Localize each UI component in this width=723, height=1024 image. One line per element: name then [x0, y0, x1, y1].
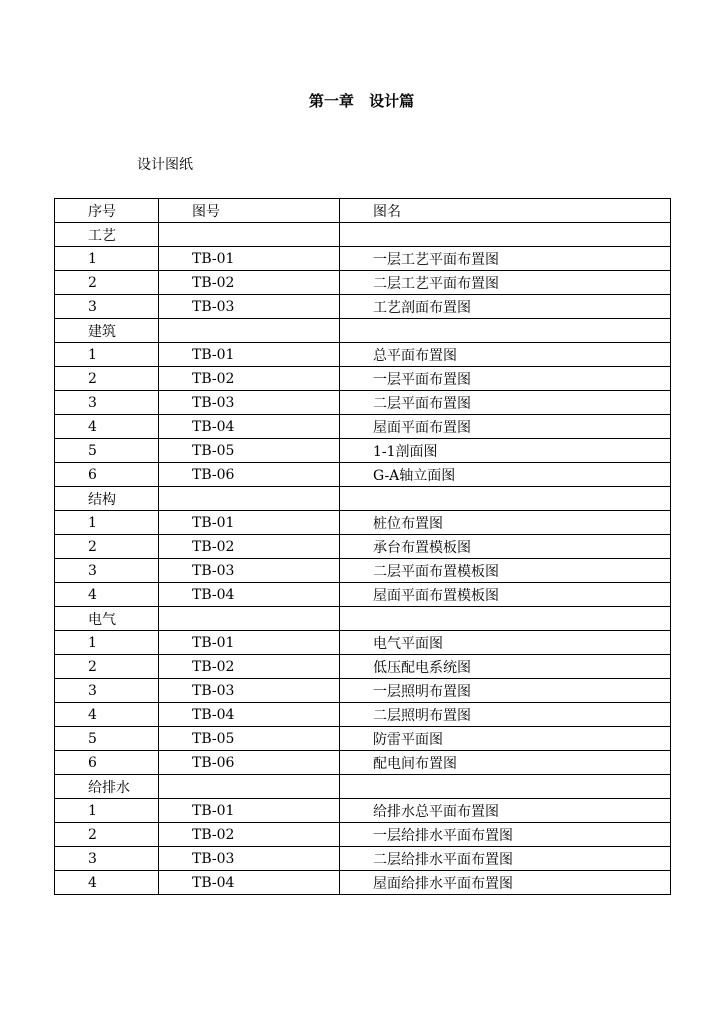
cell-serial-number: 4	[55, 583, 159, 607]
table-row	[55, 631, 671, 655]
cell-drawing-name: 防雷平面图	[340, 727, 671, 751]
cell-drawing-number	[159, 775, 340, 799]
cell-serial-number: 建筑	[55, 319, 159, 343]
table-row	[55, 271, 671, 295]
table-row	[55, 463, 671, 487]
cell-drawing-number: TB-02	[159, 367, 340, 391]
table-row	[55, 391, 671, 415]
table-row	[55, 511, 671, 535]
cell-drawing-name: G-A轴立面图	[340, 463, 671, 487]
cell-serial-number: 4	[55, 871, 159, 895]
cell-serial-number: 2	[55, 823, 159, 847]
table-row	[55, 367, 671, 391]
table-row	[55, 655, 671, 679]
table-header-row	[55, 199, 671, 223]
cell-serial-number: 2	[55, 367, 159, 391]
cell-drawing-name: 屋面给排水平面布置图	[340, 871, 671, 895]
cell-drawing-number: TB-05	[159, 439, 340, 463]
table-row	[55, 583, 671, 607]
cell-drawing-number: TB-04	[159, 583, 340, 607]
cell-drawing-name: 二层工艺平面布置图	[340, 271, 671, 295]
cell-drawing-number	[159, 223, 340, 247]
cell-serial-number: 1	[55, 799, 159, 823]
drawing-list-table	[54, 198, 671, 895]
table-row	[55, 415, 671, 439]
table-row	[55, 295, 671, 319]
table-row	[55, 751, 671, 775]
cell-serial-number: 给排水	[55, 775, 159, 799]
cell-drawing-name	[340, 223, 671, 247]
table-row	[55, 679, 671, 703]
table-row	[55, 535, 671, 559]
page-title: 第一章 设计篇	[308, 92, 415, 110]
cell-serial-number: 1	[55, 631, 159, 655]
table-row	[55, 799, 671, 823]
cell-drawing-name	[340, 607, 671, 631]
cell-drawing-name: 承台布置模板图	[340, 535, 671, 559]
cell-drawing-number: TB-01	[159, 631, 340, 655]
cell-drawing-number: TB-06	[159, 463, 340, 487]
cell-drawing-number: TB-02	[159, 271, 340, 295]
cell-serial-number: 3	[55, 559, 159, 583]
cell-drawing-name	[340, 319, 671, 343]
cell-serial-number: 1	[55, 343, 159, 367]
cell-serial-number: 5	[55, 727, 159, 751]
cell-serial-number: 6	[55, 463, 159, 487]
cell-drawing-number: TB-03	[159, 559, 340, 583]
cell-drawing-name: 二层给排水平面布置图	[340, 847, 671, 871]
cell-drawing-number: TB-01	[159, 247, 340, 271]
cell-serial-number: 4	[55, 415, 159, 439]
table-row	[55, 487, 671, 511]
cell-drawing-name: 一层照明布置图	[340, 679, 671, 703]
table-row	[55, 727, 671, 751]
table-row	[55, 319, 671, 343]
cell-drawing-number	[159, 607, 340, 631]
cell-drawing-number: TB-03	[159, 391, 340, 415]
cell-drawing-name: 二层平面布置图	[340, 391, 671, 415]
cell-drawing-number: TB-06	[159, 751, 340, 775]
cell-drawing-number: TB-03	[159, 295, 340, 319]
table-row	[55, 223, 671, 247]
table-row	[55, 823, 671, 847]
table-body	[55, 223, 671, 895]
table-row	[55, 559, 671, 583]
cell-drawing-number: TB-02	[159, 535, 340, 559]
cell-drawing-number: TB-01	[159, 511, 340, 535]
cell-drawing-number	[159, 319, 340, 343]
cell-drawing-name: 一层工艺平面布置图	[340, 247, 671, 271]
cell-serial-number: 2	[55, 271, 159, 295]
cell-drawing-name: 一层给排水平面布置图	[340, 823, 671, 847]
table-row	[55, 703, 671, 727]
section-subtitle: 设计图纸	[137, 157, 193, 173]
table-row	[55, 343, 671, 367]
cell-serial-number: 3	[55, 847, 159, 871]
cell-drawing-name: 二层照明布置图	[340, 703, 671, 727]
cell-drawing-name	[340, 487, 671, 511]
table-row	[55, 247, 671, 271]
cell-drawing-name: 低压配电系统图	[340, 655, 671, 679]
cell-drawing-number: TB-04	[159, 415, 340, 439]
cell-serial-number: 3	[55, 679, 159, 703]
header-serial-number: 序号	[55, 199, 159, 223]
cell-drawing-name: 桩位布置图	[340, 511, 671, 535]
cell-serial-number: 1	[55, 511, 159, 535]
cell-drawing-name: 配电间布置图	[340, 751, 671, 775]
cell-drawing-name: 电气平面图	[340, 631, 671, 655]
cell-serial-number: 1	[55, 247, 159, 271]
cell-drawing-name: 总平面布置图	[340, 343, 671, 367]
cell-drawing-name: 给排水总平面布置图	[340, 799, 671, 823]
cell-drawing-number: TB-01	[159, 799, 340, 823]
cell-drawing-number: TB-04	[159, 703, 340, 727]
cell-serial-number: 6	[55, 751, 159, 775]
cell-drawing-name: 工艺剖面布置图	[340, 295, 671, 319]
cell-serial-number: 4	[55, 703, 159, 727]
cell-drawing-name: 1-1剖面图	[340, 439, 671, 463]
table-row	[55, 847, 671, 871]
cell-drawing-name: 屋面平面布置图	[340, 415, 671, 439]
cell-drawing-number: TB-05	[159, 727, 340, 751]
cell-drawing-name	[340, 775, 671, 799]
cell-drawing-number: TB-04	[159, 871, 340, 895]
table-row	[55, 871, 671, 895]
cell-serial-number: 3	[55, 391, 159, 415]
cell-drawing-number	[159, 487, 340, 511]
cell-drawing-name: 屋面平面布置模板图	[340, 583, 671, 607]
table-row	[55, 607, 671, 631]
cell-drawing-number: TB-02	[159, 823, 340, 847]
cell-drawing-name: 一层平面布置图	[340, 367, 671, 391]
cell-drawing-number: TB-03	[159, 679, 340, 703]
header-drawing-name: 图名	[340, 199, 671, 223]
cell-serial-number: 2	[55, 535, 159, 559]
table-row	[55, 775, 671, 799]
cell-drawing-number: TB-03	[159, 847, 340, 871]
cell-drawing-number: TB-02	[159, 655, 340, 679]
cell-serial-number: 3	[55, 295, 159, 319]
cell-serial-number: 工艺	[55, 223, 159, 247]
cell-serial-number: 2	[55, 655, 159, 679]
table-row	[55, 439, 671, 463]
cell-serial-number: 电气	[55, 607, 159, 631]
cell-serial-number: 5	[55, 439, 159, 463]
cell-drawing-name: 二层平面布置模板图	[340, 559, 671, 583]
header-drawing-number: 图号	[159, 199, 340, 223]
cell-serial-number: 结构	[55, 487, 159, 511]
cell-drawing-number: TB-01	[159, 343, 340, 367]
